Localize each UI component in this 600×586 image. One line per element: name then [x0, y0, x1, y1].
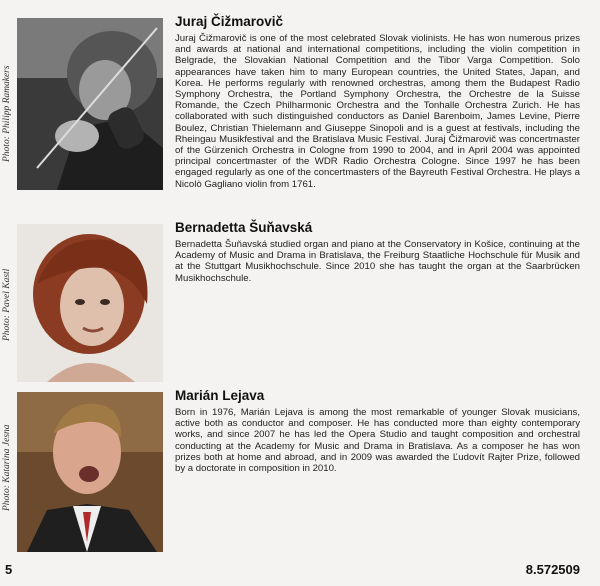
artist-bio: Juraj Čižmarovič is one of the most celebrated Slovak violinists. He has won numerous prizes and awards at national and international competitions, including the violin competition in Belgrade, the Slovakian National Competition and the Tibor Varga Competition. Solo appearances have taken him to many European countries, the United States, Japan, and Korea. He performs regularly with renowned orchestras, among them the Budapest Radio Symphony Orchestra, the Portland Symphony Orchestra, the Orchestre de la Suisse Romande, the Czech Philharmonic Orchestra and the Tonhalle Orchestra Zurich. He has collaborated with such distinguished conductors as Daniel Barenboim, James Levine, Pierre Boulez, Christian Thielemann and Giuseppe Sinopoli and is a guest at festivals, including the Rheingau Musikfestival and the Bratislava Music Festival. Juraj Čižmarovič was concertmaster of the Gürzenich Orchestra in Cologne from 1990 to 2004, and in April 2004 was appointed principal concertmaster of the WDR Radio Orchestra Cologne. Since 1997 he has been engaged regularly as one of the concertmasters of the Bayreuth Festival Orchestra. He plays a Nicolò Gagliano violin from 1761. [175, 33, 580, 190]
photo-credit: Photo: Katarina Jesna [2, 424, 12, 512]
page-number: 5 [5, 562, 13, 577]
artist-bio: Born in 1976, Marián Lejava is among the most remarkable of younger Slovak musicians, active both as conductor and composer. He has conducted more than eighty contemporary works, and since 2007 he has led the Opera Studio and taught composition and orchestral conducting at the Academy for Music and Drama in Bratislava. As a composer he has won prizes both at home and abroad, and in 2009 was awarded the Ľudovít Rajter Prize, followed by a doctorate in composition in 2010. [175, 407, 580, 475]
catalog-number: 8.572509 [525, 562, 580, 577]
photo-credit: Photo: Pavel Kastl [2, 268, 12, 342]
artist-photo-organist [17, 224, 163, 382]
artist-name: Bernadetta Šuňavská [175, 220, 313, 235]
photo-credit: Photo: Philipp Ramakers [2, 65, 12, 163]
artist-photo-violinist [17, 18, 163, 190]
artist-name: Marián Lejava [175, 388, 265, 403]
artist-photo-conductor [17, 392, 163, 552]
artist-bio: Bernadetta Šuňavská studied organ and piano at the Conservatory in Košice, continuing at the Academy of Music and Drama in Bratislava, the Freiburg Staatliche Hochschule für Musik and at the Stuttgart Musikhochschule. Since 2010 she has taught the organ at the Saarbrücken Musikhochschule. [175, 239, 580, 284]
bio-text-column [175, 14, 580, 190]
bio-text-column [175, 220, 580, 284]
artist-name: Juraj Čižmarovič [175, 14, 284, 29]
bio-text-column [175, 388, 580, 474]
